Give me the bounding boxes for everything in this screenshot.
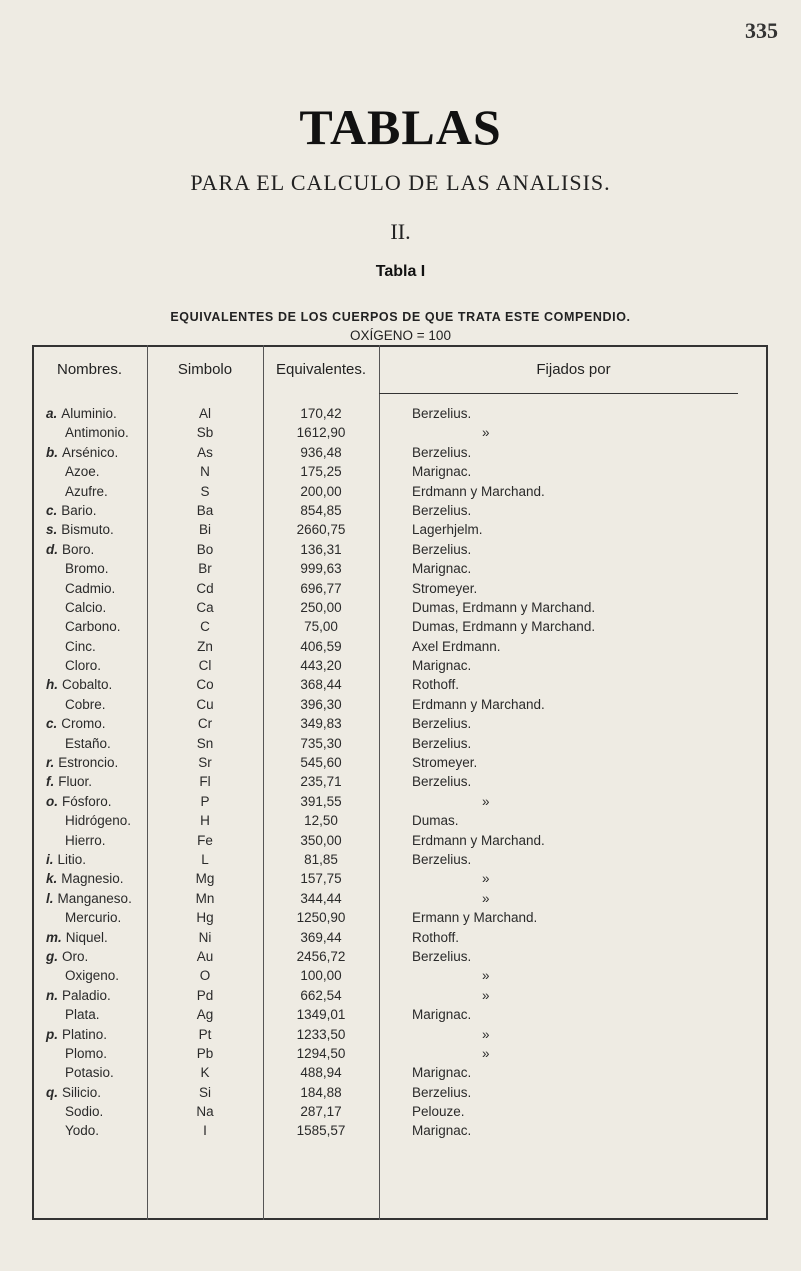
table-row (32, 1102, 768, 1121)
element-equivalent: 406,59 (300, 638, 342, 654)
fixed-by: Marignac. (412, 658, 472, 674)
table-row (32, 695, 768, 714)
element-name (46, 966, 119, 985)
element-name (46, 1025, 107, 1044)
element-name-text: Azufre. (65, 483, 108, 499)
element-name (46, 443, 118, 462)
fixed-by: Berzelius. (412, 541, 472, 557)
element-name (46, 792, 112, 811)
table-heading: EQUIVALENTES DE LOS CUERPOS DE QUE TRATA ESTE COMPENDIO. (170, 310, 631, 324)
element-name-text: Oxigeno. (65, 968, 120, 984)
element-equivalent: 368,44 (300, 677, 342, 693)
table-row (32, 404, 768, 423)
element-name (46, 540, 94, 559)
table-row (32, 811, 768, 830)
column-header-symbol: Simbolo (177, 361, 233, 378)
element-symbol: Cr (197, 716, 213, 732)
element-name-text: Platino. (62, 1026, 108, 1042)
fixed-by: Dumas, Erdmann y Marchand. (412, 619, 596, 635)
fixed-by: Rothoff. (412, 929, 460, 945)
element-name-text: Niquel. (65, 929, 108, 945)
table-row (32, 714, 768, 733)
table-row (32, 501, 768, 520)
index-letter: d. (46, 541, 58, 557)
element-symbol: Cd (196, 580, 214, 596)
element-symbol: Cu (196, 696, 214, 712)
element-name-text: Magnesio. (61, 871, 124, 887)
element-name-text: Yodo. (65, 1123, 100, 1139)
element-symbol: Co (196, 677, 214, 693)
index-letter: k. (46, 871, 58, 887)
table-row (32, 1121, 768, 1140)
element-name (46, 482, 108, 501)
element-equivalent: 175,25 (300, 464, 342, 480)
fixed-by: Berzelius. (412, 735, 472, 751)
element-equivalent: 369,44 (300, 929, 342, 945)
element-equivalent: 200,00 (300, 483, 342, 499)
element-name (46, 462, 100, 481)
fixed-by: Pelouze. (412, 1104, 465, 1120)
table-row (32, 1083, 768, 1102)
fixed-by: » (482, 425, 490, 441)
table-row (32, 928, 768, 947)
index-letter: g. (46, 948, 58, 964)
fixed-by: Berzelius. (412, 774, 472, 790)
element-name-text: Cinc. (65, 638, 96, 654)
element-name-text: Silicio. (62, 1084, 102, 1100)
element-symbol: Sb (196, 425, 214, 441)
element-symbol: I (203, 1123, 207, 1139)
fixed-by: » (482, 793, 490, 809)
element-name (46, 1121, 99, 1140)
element-name-text: Fósforo. (62, 793, 112, 809)
table-row (32, 1005, 768, 1024)
table-row (32, 637, 768, 656)
fixed-by: » (482, 1026, 490, 1042)
table-row (32, 656, 768, 675)
element-name-text: Paladio. (62, 987, 111, 1003)
table-row (32, 540, 768, 559)
table-border-bottom (32, 1218, 768, 1220)
element-symbol: Zn (197, 638, 213, 654)
equivalents-table (32, 345, 768, 1220)
element-equivalent: 12,50 (304, 813, 338, 829)
element-name (46, 811, 131, 830)
fixed-by: » (482, 1045, 490, 1061)
index-letter: n. (46, 987, 58, 1003)
element-name-text: Azoe. (65, 464, 100, 480)
fixed-by: Berzelius. (412, 851, 472, 867)
element-symbol: N (200, 464, 210, 480)
table-row (32, 772, 768, 791)
element-equivalent: 391,55 (300, 793, 342, 809)
element-equivalent: 1250,90 (296, 910, 346, 926)
element-name (46, 598, 106, 617)
table-row (32, 423, 768, 442)
element-name-text: Potasio. (65, 1065, 114, 1081)
fixed-by: Berzelius. (412, 948, 472, 964)
element-name (46, 753, 118, 772)
table-row (32, 831, 768, 850)
element-name (46, 947, 88, 966)
element-name-text: Plomo. (65, 1045, 108, 1061)
table-row (32, 1044, 768, 1063)
element-name-text: Mercurio. (65, 910, 122, 926)
fixed-by: Axel Erdmann. (412, 638, 501, 654)
element-name-text: Carbono. (65, 619, 121, 635)
element-name (46, 1102, 103, 1121)
table-row (32, 443, 768, 462)
element-symbol: H (200, 813, 210, 829)
fixed-by: Erdmann y Marchand. (412, 696, 545, 712)
element-name (46, 559, 109, 578)
index-letter: r. (46, 755, 55, 771)
element-name (46, 501, 97, 520)
index-letter: m. (46, 929, 62, 945)
element-name (46, 928, 108, 947)
table-row (32, 850, 768, 869)
element-name (46, 1005, 100, 1024)
column-header-names: Nombres. (56, 361, 123, 378)
fixed-by: » (482, 890, 490, 906)
element-symbol: Fl (199, 774, 211, 790)
page-title: TABLAS (299, 99, 502, 155)
element-equivalent: 488,94 (300, 1065, 342, 1081)
table-row (32, 966, 768, 985)
element-name (46, 617, 121, 636)
page-subtitle: PARA EL CALCULO DE LAS ANALISIS. (190, 170, 611, 195)
element-symbol: Sn (196, 735, 214, 751)
element-symbol: P (200, 793, 210, 809)
page-number: 335 (745, 18, 778, 43)
element-equivalent: 2456,72 (296, 948, 346, 964)
element-name-text: Cobre. (65, 696, 106, 712)
table-row (32, 889, 768, 908)
table-row (32, 579, 768, 598)
element-equivalent: 250,00 (300, 599, 342, 615)
element-equivalent: 1612,90 (296, 425, 346, 441)
fixed-by: Dumas, Erdmann y Marchand. (412, 599, 596, 615)
fixed-by: Marignac. (412, 561, 472, 577)
index-letter: b. (46, 444, 58, 460)
index-letter: s. (46, 522, 58, 538)
element-name-text: Aluminio. (61, 406, 117, 421)
fixed-by: » (482, 871, 490, 887)
index-letter: p. (46, 1026, 58, 1042)
element-symbol: Sr (198, 755, 212, 771)
index-letter: c. (46, 716, 58, 732)
element-symbol: Br (198, 561, 212, 577)
element-equivalent: 136,31 (300, 541, 342, 557)
column-header-equivalents: Equivalentes. (275, 361, 367, 378)
element-symbol: Mg (195, 871, 215, 887)
index-letter: c. (46, 502, 58, 518)
index-letter: q. (46, 1084, 58, 1100)
element-equivalent: 75,00 (304, 619, 338, 635)
element-symbol: Hg (196, 910, 214, 926)
table-row (32, 908, 768, 927)
fixed-by: Rothoff. (412, 677, 460, 693)
element-name-text: Fluor. (58, 774, 93, 790)
element-name-text: Hierro. (65, 832, 106, 848)
fixed-by: Stromeyer. (412, 580, 478, 596)
element-name-text: Cadmio. (65, 580, 116, 596)
element-name (46, 869, 124, 888)
fixed-by: Berzelius. (412, 716, 472, 732)
element-equivalent: 696,77 (300, 580, 342, 596)
fixed-by: Marignac. (412, 464, 472, 480)
element-symbol: As (197, 444, 213, 460)
element-symbol: Bo (196, 541, 214, 557)
column-header-fixed-by: Fijados por (536, 361, 611, 378)
element-equivalent: 443,20 (300, 658, 342, 674)
fixed-by: Stromeyer. (412, 755, 478, 771)
fixed-by: Marignac. (412, 1007, 472, 1023)
element-symbol: Pb (196, 1045, 214, 1061)
element-name (46, 772, 92, 791)
element-equivalent: 344,44 (300, 890, 342, 906)
index-letter: h. (46, 677, 58, 693)
element-name-text: Antimonio. (65, 425, 129, 441)
element-symbol: Pt (198, 1026, 212, 1042)
element-symbol: L (201, 851, 209, 867)
element-equivalent: 2660,75 (296, 522, 346, 538)
element-symbol: S (200, 483, 210, 499)
element-equivalent: 936,48 (300, 444, 342, 460)
table-row (32, 520, 768, 539)
element-symbol: Ca (196, 599, 214, 615)
table-row (32, 753, 768, 772)
fixed-by: Berzelius. (412, 502, 472, 518)
fixed-by: Ermann y Marchand. (412, 910, 538, 926)
element-symbol: O (199, 968, 211, 984)
element-name (46, 423, 129, 442)
element-equivalent: 184,88 (300, 1084, 342, 1100)
element-name-text: Litio. (57, 851, 87, 867)
element-equivalent: 735,30 (300, 735, 342, 751)
element-equivalent: 170,42 (300, 406, 342, 421)
element-name-text: Manganeso. (57, 890, 132, 906)
fixed-by: Berzelius. (412, 444, 472, 460)
element-name-text: Cloro. (65, 658, 102, 674)
fixed-by: Lagerhjelm. (412, 522, 483, 538)
element-equivalent: 81,85 (304, 851, 338, 867)
element-name (46, 908, 121, 927)
element-equivalent: 287,17 (300, 1104, 342, 1120)
fixed-by: Erdmann y Marchand. (412, 832, 545, 848)
table-row (32, 617, 768, 636)
index-letter: a. (46, 406, 58, 421)
table-row (32, 1063, 768, 1082)
element-name-text: Cobalto. (62, 677, 113, 693)
element-equivalent: 396,30 (300, 696, 342, 712)
table-row (32, 1025, 768, 1044)
element-symbol: Mn (195, 890, 215, 906)
element-name-text: Oro. (62, 948, 89, 964)
element-name (46, 1063, 114, 1082)
element-name (46, 675, 112, 694)
element-symbol: Al (198, 406, 211, 421)
element-symbol: Au (196, 948, 214, 964)
table-row (32, 598, 768, 617)
element-name (46, 734, 111, 753)
table-row (32, 462, 768, 481)
element-name-text: Bismuto. (61, 522, 114, 538)
table-row (32, 482, 768, 501)
element-name-text: Arsénico. (62, 444, 119, 460)
element-name (46, 579, 115, 598)
element-equivalent: 1349,01 (296, 1007, 346, 1023)
table-row (32, 734, 768, 753)
element-name-text: Cromo. (61, 716, 106, 732)
fixed-by: Dumas. (412, 813, 459, 829)
element-symbol: Bi (198, 522, 211, 538)
table-body (32, 404, 768, 1141)
table-row (32, 792, 768, 811)
index-letter: l. (46, 890, 54, 906)
element-equivalent: 854,85 (300, 502, 342, 518)
element-symbol: Pd (196, 987, 214, 1003)
element-equivalent: 235,71 (300, 774, 342, 790)
table-row (32, 986, 768, 1005)
element-name-text: Hidrógeno. (65, 813, 132, 829)
element-name-text: Sodio. (65, 1104, 104, 1120)
element-equivalent: 999,63 (300, 561, 342, 577)
fixed-by: Berzelius. (412, 406, 472, 421)
element-equivalent: 100,00 (300, 968, 342, 984)
table-row (32, 947, 768, 966)
element-name (46, 986, 111, 1005)
element-equivalent: 545,60 (300, 755, 342, 771)
element-name-text: Estaño. (65, 735, 111, 751)
table-label: Tabla I (375, 263, 426, 280)
element-name-text: Bromo. (65, 561, 109, 577)
element-name (46, 889, 132, 908)
element-symbol: Cl (198, 658, 212, 674)
element-equivalent: 157,75 (300, 871, 342, 887)
element-symbol: Ag (196, 1007, 214, 1023)
element-symbol: K (200, 1065, 210, 1081)
element-symbol: Si (198, 1084, 211, 1100)
table-subheading: OXÍGENO = 100 (350, 328, 451, 343)
element-name (46, 695, 106, 714)
section-number: II. (390, 219, 411, 244)
fixed-by: Marignac. (412, 1065, 472, 1081)
fixed-by: Berzelius. (412, 1084, 472, 1100)
index-letter: i. (46, 851, 54, 867)
index-letter: o. (46, 793, 58, 809)
fixed-by: » (482, 968, 490, 984)
element-equivalent: 1585,57 (296, 1123, 346, 1139)
element-symbol: Ba (196, 502, 214, 518)
element-equivalent: 662,54 (300, 987, 342, 1003)
element-equivalent: 1294,50 (296, 1045, 346, 1061)
element-name-text: Bario. (61, 502, 97, 518)
element-name (46, 1083, 101, 1102)
element-name-text: Estroncio. (58, 755, 119, 771)
element-symbol: C (200, 619, 210, 635)
element-name (46, 714, 106, 733)
element-name-text: Plata. (65, 1007, 100, 1023)
element-name (46, 1044, 107, 1063)
table-row (32, 675, 768, 694)
element-equivalent: 1233,50 (296, 1026, 346, 1042)
element-name (46, 404, 117, 423)
element-symbol: Fe (197, 832, 213, 848)
fixed-by: Erdmann y Marchand. (412, 483, 545, 499)
element-name (46, 831, 106, 850)
element-name-text: Calcio. (65, 599, 107, 615)
element-equivalent: 349,83 (300, 716, 342, 732)
element-name (46, 637, 96, 656)
element-symbol: Ni (198, 929, 212, 945)
element-name (46, 850, 86, 869)
element-name (46, 520, 114, 539)
index-letter: f. (46, 774, 55, 790)
fixed-by: Marignac. (412, 1123, 472, 1139)
table-border-top (32, 345, 768, 347)
table-row (32, 559, 768, 578)
element-equivalent: 350,00 (300, 832, 342, 848)
fixed-by: » (482, 987, 490, 1003)
header-rule (379, 393, 738, 394)
element-name-text: Boro. (62, 541, 95, 557)
table-row (32, 869, 768, 888)
element-symbol: Na (196, 1104, 214, 1120)
element-name (46, 656, 101, 675)
